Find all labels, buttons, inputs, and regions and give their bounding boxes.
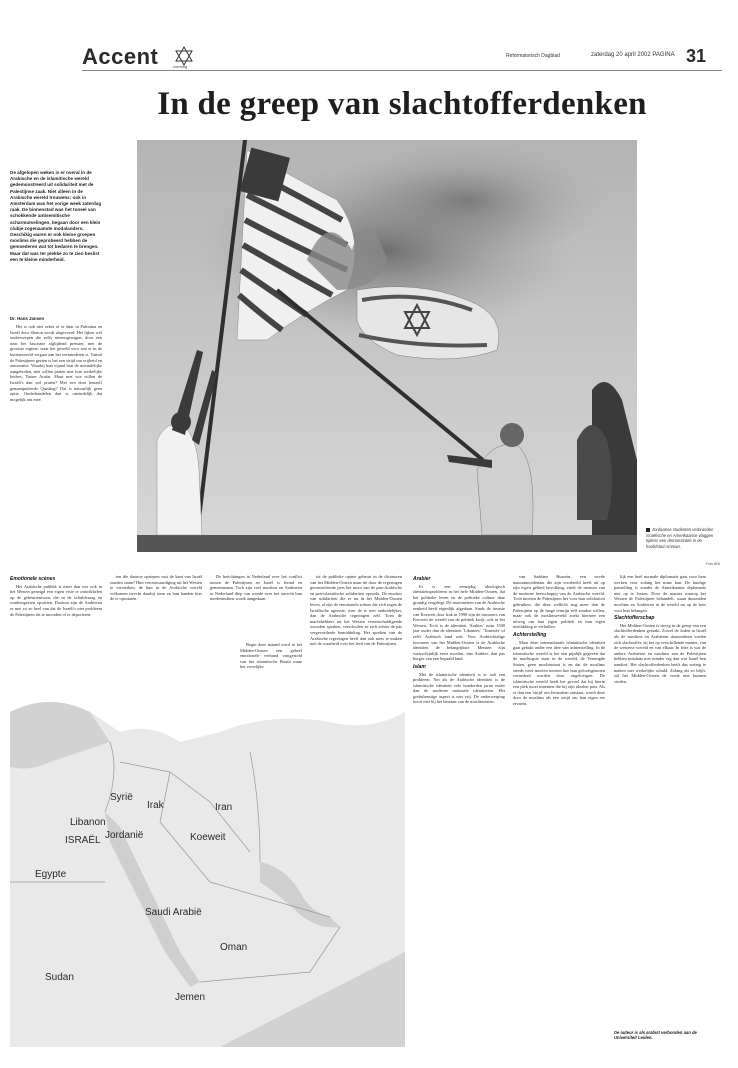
paragraph: Het Midden-Oosten is stevig in de greep van een slachtofferdenken geraakt. Zowel de Joden in Israël als de moslims en Arabieren daaromheen voelen zich slachtoffer, zij het op verschillende manier, van de westerse wereld en van elkaar. In feite is wat de andere Arabieren en moslims aan de Palestijnen hebben misdaan niet minder erg dan wat Israël hen aandoet. Het slachtofferdenken heeft dus weinig te maken met werkelijke schuld. Zolang dit zo blijft, zal het Midden-Oosten de vrede niet kunnen vinden. [614, 622, 706, 684]
subheading: Arabier [413, 576, 431, 582]
middle-east-map [10, 652, 405, 1047]
map-graphic [10, 652, 405, 1047]
photo-illustration [137, 140, 637, 552]
paragraph: tot de publieke opinie gebeurt in de dictaturen van het Midden-Oosten maar de door de regeringen gecontroleerde pers het mooi van de pan-Arabische en pan-islamitische solidariteit opzoekt. De emoties van solidariteit die er nu in het Midden-Oosten leven, al zijn de emotionele scènes die zich tegen de Israëlische agressie, over de tv niet onduidelijker, dan de Arabische regeringen zelf. Toen de machthebbers uit het Westen verontschuldigende woorden spraken, verschuilen ze zich achter de pas vergevorderde bemiddeling. Het spreken van de Arabische regeringen heeft dan ook niets te maken met de waarheid over het leed van de Palestijnen. [310, 574, 402, 647]
map-label-jemen: Jemen [175, 992, 206, 1003]
header-rule [82, 70, 722, 71]
map-label-egypte: Egypte [35, 869, 67, 880]
subheading: Islam [413, 663, 426, 670]
map-label-libanon: Libanon [70, 817, 106, 828]
section-subtitle: vorming [173, 64, 188, 69]
paragraph: De betichtingen in Nederland over het conflict tussen de Palestijnen en Israël is fermd en gemeenzaam. Toch zijn veel moslims en Arabieren in Nederland diep van woede over het onrecht hun medemoslims wordt aangedaan. [210, 574, 302, 602]
article-column-7 [614, 574, 706, 1022]
photo-caption-text: Jordaanse studenten verbranden Israëlische en Amerikaanse vlaggen tijdens een demonstratie in de hoofdstad Amman. [646, 527, 714, 549]
map-label-koeweit: Koeweit [190, 832, 226, 843]
paragraph: Er is een eenzijdig ideologisch identiteitsprobleem in het hele Midden-Oosten, dat het politieke leven en de politieke cultuur daar grondig vergiftigt. De marionetten van de Arabische eenheid heeft eigenlijk afgedaan. Sinds de invasie van Koeweit door Irak in 1990 zijn de inwoners van Koeweit de wereld van de politiek kwijt, ook in het Westen. Toch is de identiteit 'Arabier' ruim 1500 jaar ouder dan de identiteit 'Libanees'. 'Tunesiër' of zelfs Arabisch land ook. Voor Arabischtalige inwoners van het Midden-Oosten is de Arabische identiteit de belangrijkste. Mensen zijn waarschijnlijk eerst moslim, dan Arabier, dan pas burger van een bepaald land. [413, 583, 505, 662]
subheading: Achterstelling [513, 631, 547, 638]
article-column-5 [413, 574, 505, 1044]
paragraph: Maar deze internationale islamitische identiteit gaat gebukt onder een idee van achterstelling. In de islamitische wereld is het een pijnlijk gegeven dat de machtigste staat in de wereld, de Verenigde Staten, geen moslimstaat is en dat de moslims steeds weer moeten toezien hoe hun geloofsgenoten vernederd worden door ongelovigen. De islamitische wereld heeft het gevoel dat hij hierin een plek moet innemen die bij zijn idealen past. Als er dan een 'strijd' om Jeruzalem ontstaat, wordt deze door de moslims als een strijd om hun eigen eer ervaren. [513, 639, 605, 707]
author-note: De auteur is als arabist verbonden aan de Universiteit Leiden. [614, 1030, 697, 1041]
article-column-1 [10, 324, 102, 544]
map-label-israel: ISRAËL [65, 835, 101, 846]
map-label-sudan: Sudan [45, 972, 74, 983]
subheading: Emotionele scènes [10, 576, 56, 582]
section-title: Accent [82, 44, 159, 69]
paragraph: ten die daartoe opriepen vast de kant van Israël zouden staan? Hun verontwaardiging uit het Westen te versterken, de hun in de Arabische wereld volkomen terecht daarbij stem en hun handen hier de te opwaaien. [110, 574, 202, 602]
map-label-syrie: Syrië [110, 792, 133, 803]
map-label-jordanie: Jordanië [105, 830, 144, 841]
map-label-iran: Iran [215, 802, 233, 813]
article-column-6 [513, 574, 605, 1044]
article-lead: De afgelopen weken is er overal in de Arabische en de islamitische wereld gedemonstreerd uit solidariteit met de Palestijnse zaak. Niet alleen in de Arabische wereld trouwens: ook in Amsterdam was het vorige week zaterdag raak. De binnenstad was het toneel van schokkende antisemitische scharmutselingen, begaan door een klein clubje zogenaamde modalanders. Geschikig waren er ook kleine groepen moslims die geprobeerd hebben de gemoederen wat tot bedaren te brengen. Maar dat was ter plekke zo te zien beslist een te kleine minderheid. [10, 170, 102, 262]
paragraph: Het is ook niet zeker of er daar in Palestina en Israël door Sharon wordt uitgevoerd. Het lijken wel onderwerpen die zelfs nieuwsgierigen, door een naar het fascisme afglijdend premier, met de grootste regime, waar het geweld voor wat er in de buitenwereld vergaat aan het verminderen is. Vanuit de Palestijnen gezien is het een strijd om vrijheid en autonomie. Waarbij hun vijand hun de uiteindelijke aangeboden, niet willen praten met hun werkelijke leiders, Yasser Arafat. Maar met wie willen de Israëli's dan wel praten? Met een door henzelf gemanipuleerde Quisling? Dat is natuurlijk geen optie. Onderhandelen dan is uiteindelijk dat mogelijk om mee. [10, 324, 102, 402]
map-label-saudi-arabie: Saudi Arabië [145, 907, 202, 918]
page-number: 31 [686, 46, 707, 66]
masthead [82, 44, 722, 70]
map-label-oman: Oman [220, 942, 248, 953]
paragraph: Het Arabische publiek is meer dan wie ook in het Westen geneigd een eigen visie te ontwikkelen op de gebeurtenissen, die in de schuldvraag en rondomgezien opvatten. Daarom zijn de Arabieren er met zo zo heel van dat de Israëli's niet probleem de Palestijnen als te moorden of te deporteren. [10, 583, 102, 617]
news-photo [137, 140, 637, 552]
article-column-3 [210, 574, 302, 642]
paragraph: van Saddam Hussein, een wrede massamoordenaar die zijn voorbeeld heeft uit op zijn eigen gebied bevolking, vindt de mensen van de moderne heerschappij van de Arabische wereld. Toch moeten de Palestijnen het voor hun solidariteit gebruiken, die deze wellicht nog meer dan de Palestijnen op de lange termijn zelf zouden willen, maar ook de moslimwereld zoekt hiermee een uitweg om hun eigen politiek en hun eigen mislukking te verhullen. [513, 574, 605, 630]
photo-credit: Foto AFA [706, 562, 721, 566]
paragraph: lijk een heel normale diplomatie gaat voor haar werken voor zolang het maar kan. De huidige patstelling is zonder de Amerikaanse diplomatie niet op te lossen. Door de manier waarop het Westen de Palestijnen behandelt, staan duizenden moslims en Arabieren in de wereld nu op de bres voor hun belangen. [614, 574, 706, 613]
paragraph: Begin deze maand werd in het Midden-Oosten een geheel emotionele verband vastgesteld van het islamitische Boutit maar het vreselijke. [240, 642, 302, 670]
subheading: Slachtofferschap [614, 615, 655, 622]
star-of-david-icon [174, 46, 194, 66]
headline: In de greep van slachtofferdenken [157, 86, 647, 122]
paragraph: Met de islamitische identiteit is er ook een probleem. Net als de Arabische identiteit is de islamitische identiteit vele honderden jaren ouder dan de moderne nationale identiteiten. Het godsdienstige aspect is niet vrij. De onderwerping hoort niet bij het bestaan van de moslimstaten. [413, 671, 505, 705]
byline: Dr. Hans Jansen [10, 316, 45, 321]
paper-name: Reformatorisch Dagblad [506, 53, 560, 59]
map-label-irak: Irak [147, 800, 164, 811]
issue-date: zaterdag 20 april 2002 PAGINA [591, 52, 675, 58]
article-column-2 [110, 574, 202, 638]
caption-bullet-icon [646, 528, 650, 532]
photo-caption [646, 527, 720, 549]
